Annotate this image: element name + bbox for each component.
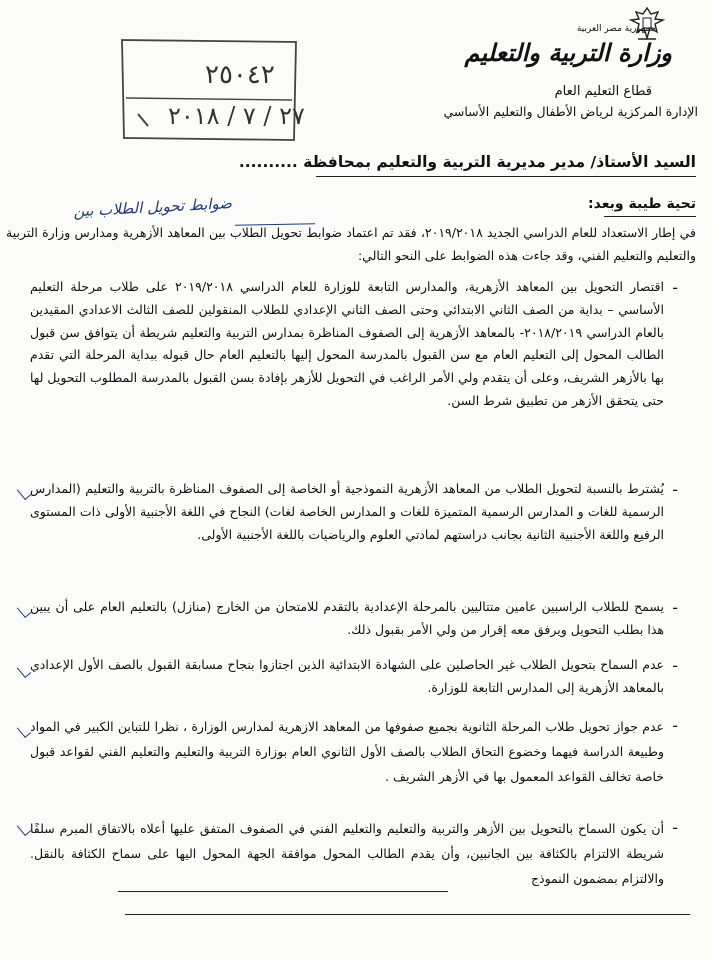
administration-name: الإدارة المركزية لرياض الأطفال والتعليم الأساسي — [443, 104, 698, 119]
rule-item-3: يسمح للطلاب الراسبين عامين متتاليين بالمرحلة الإعدادية بالتقدم للامتحان من الخارج (منازل) بالتعليم العام على أن يبين هذا بطلب التحويل ويرفق معه إقرار من ولي الأمر بقبول ذلك. — [30, 599, 664, 637]
emphasis-underline — [118, 891, 448, 892]
bullet-marker: - — [672, 480, 678, 499]
rule-item-6: أن يكون السماح بالتحويل بين الأزهر والتربية والتعليم والتعليم الفني في الصفوف المتفق عليها أعلاه بالاتفاق المبرم سلفًا شريطة الالتزام بالكثافة بين الجانبين، وأن يقدم الطالب المحول موافقة الجهة المحول اليها على سماح الكثافة بالنقل. والالتزام بمضمون النموذج — [30, 821, 664, 886]
greeting: تحية طيبة وبعد: — [588, 196, 696, 212]
rule-item-4: عدم السماح بتحويل الطلاب غير الحاصلين على الشهادة الابتدائية الذين اجتازوا بنجاح مسابقة القبول بالصف الأول الإعدادي بالمعاهد الأزهرية إلى المدارس التابعة للوزارة. — [30, 657, 664, 695]
republic-name: جمهورية مصر العربية — [576, 24, 656, 34]
bullet-marker: - — [672, 818, 678, 837]
bullet-marker: - — [672, 656, 678, 675]
reference-date: ٢٧ / ٧ / ٢٠١٨ — [168, 102, 305, 130]
bullet-marker: - — [672, 278, 678, 297]
emphasis-underline — [125, 914, 690, 915]
bullet-marker: - — [672, 716, 678, 735]
addressee-line: السيد الأستاذ/ مدير مديرية التربية والتعليم بمحافظة .......... — [238, 153, 696, 171]
reference-number: ٢٥٠٤٢ — [205, 60, 275, 90]
intro-paragraph: في إطار الاستعداد للعام الدراسي الجديد ٢٠١٩/٢٠١٨، فقد تم اعتماد ضوابط تحويل الطلاب بين المعاهد الأزهرية ومدارس وزارة التربية والتعليم والتعليم الفني، وقد جاءت هذه الضوابط على النحو التالي: — [6, 225, 696, 263]
ministry-name: وزارة التربية والتعليم — [464, 38, 672, 67]
bullet-marker: - — [672, 598, 678, 617]
rule-item-2: يُشترط بالنسبة لتحويل الطلاب من المعاهد الأزهرية النموذجية أو الخاصة إلى الصفوف المناظرة بالتربية والتعليم (المدارس الرسمية للغات و المدارس الرسمية المتميزة للغات و المدارس الخاصة لغات) النجاح في اللغة الأجنبية الأولى ذات المستوى الرفيع واللغة الأجنبية الثانية بجانب دراستهم لمادتي العلوم والرياضيات باللغة الأجنبية الأولى. — [30, 481, 664, 542]
handwritten-annotation: ضوابط تحويل الطلاب بين — [72, 194, 233, 221]
rule-item-1: اقتصار التحويل بين المعاهد الأزهرية، والمدارس التابعة للوزارة للعام الدراسي ٢٠١٩/٢٠١٨ على طلاب مرحلة التعليم الأساسي – بداية من الصف الثاني الابتدائي وحتى الصف الثاني الإعدادي للطلاب المنقولين للصف الثالث الاعدادي المقيدين بالعام الدراسي ٢٠١٨/٢٠١٩- بالمعاهد الأزهرية إلى الصفوف المناظرة بمدارس التربية والتعليم شريطة أن يتوافق سن قبول الطالب المحول إلى التعليم العام مع سن القبول بالمدرسة المحول إليها بالتعليم العام حال قبوله ببداية المرحلة التي تقدم بها بالأزهر الشريف، وعلى أن يتقدم ولي الأمر الراغب في التحويل للأزهر بإفادة بسن القبول بالمدرسة المطلوب التحويل لها حتى يتحقق الأزهر من تطبيق شرط السن. — [30, 279, 664, 408]
addressee-underline — [316, 176, 696, 177]
sector-name: قطاع التعليم العام — [554, 84, 652, 99]
greeting-underline — [604, 216, 696, 217]
rule-item-5: عدم جواز تحويل طلاب المرحلة الثانوية بجميع صفوفها من المعاهد الازهرية لمدارس الوزارة ، نظرا للتباين الكبير في المواد وطبيعة الدراسة فيهما وخضوع التحاق الطلاب بالصف الأول الثانوي العام بوزارة التربية والتعليم والتعليم الفني لقواعد قبول خاصة تخالف القواعد المعمول بها في الأزهر الشريف . — [30, 719, 664, 784]
